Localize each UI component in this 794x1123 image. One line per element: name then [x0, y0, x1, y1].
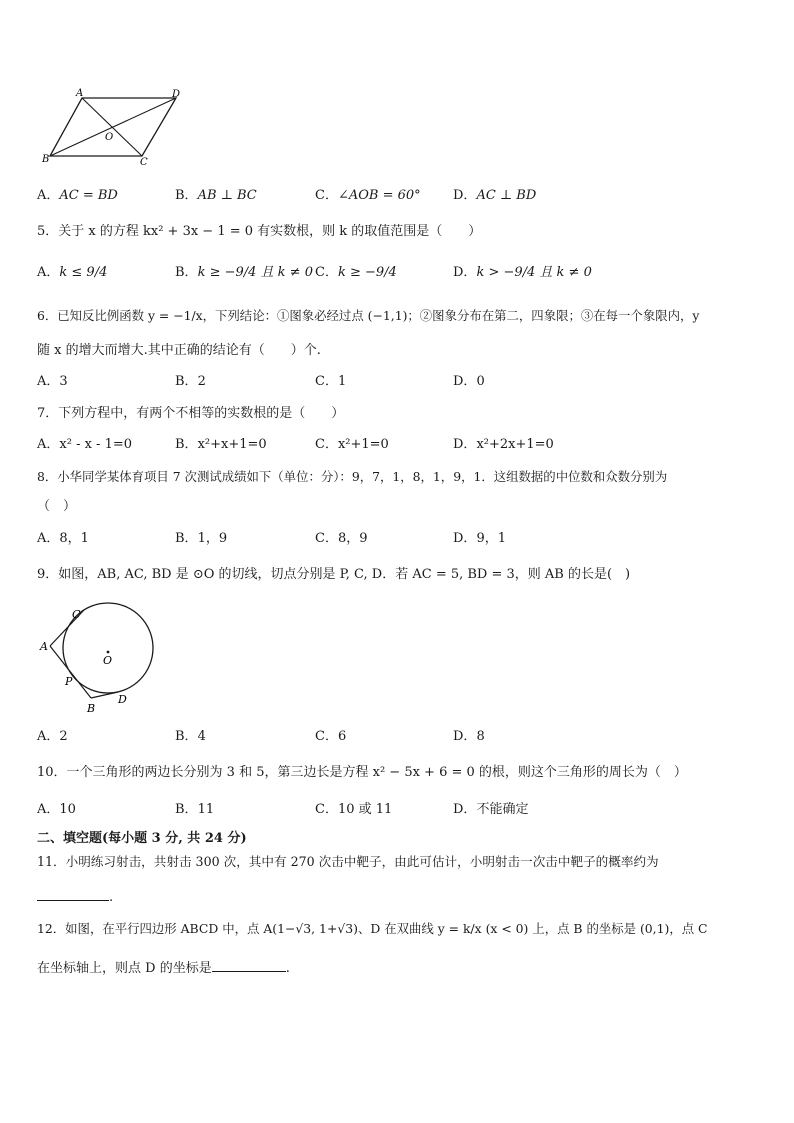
- q9-option-c: C．6: [315, 729, 347, 744]
- q9-option-b: B．4: [175, 729, 206, 744]
- q8-option-b: B．1，9: [175, 531, 228, 546]
- q6-stem-line2: 随 x 的增大而增大.其中正确的结论有（ ）个.: [37, 343, 321, 358]
- label-D: D: [172, 89, 181, 100]
- label-P: P: [65, 675, 73, 688]
- q10-option-b: B．11: [175, 802, 215, 817]
- label-A: A: [40, 640, 48, 653]
- q11-answer-line: .: [37, 886, 113, 907]
- q4-option-d: D．AC ⊥ BD: [453, 188, 537, 203]
- parallelogram-figure: [38, 84, 188, 168]
- q4-option-b: B．AB ⊥ BC: [175, 188, 257, 203]
- q9-option-d: D．8: [453, 729, 485, 744]
- q12-stem-line1: 12．如图，在平行四边形 ABCD 中，点 A(1−√3, 1+√3)、D 在双曲线 y = k/x (x < 0) 上，点 B 的坐标是 (0,1)，点 C: [37, 921, 708, 936]
- label-C: C: [140, 157, 148, 168]
- q12-answer-blank[interactable]: [212, 957, 286, 972]
- label-B: B: [42, 154, 50, 165]
- q9-stem: 9．如图，AB, AC, BD 是 ⊙O 的切线，切点分别是 P, C, D．若 AC = 5, BD = 3，则 AB 的长是( ): [37, 567, 631, 582]
- q8-option-d: D．9，1: [453, 531, 506, 546]
- q5-option-c: C．k ≥ −9/4: [315, 265, 397, 280]
- q11-stem: 11．小明练习射击，共射击 300 次，其中有 270 次击中靶子，由此可估计，小明射击一次击中靶子的概率约为: [37, 854, 659, 869]
- q5-stem: 5．关于 x 的方程 kx² + 3x − 1 = 0 有实数根，则 k 的取值范围是（ ）: [37, 224, 482, 239]
- q10-option-a: A．10: [37, 802, 76, 817]
- label-O: O: [105, 132, 114, 143]
- q8-stem-line1: 8．小华同学某体育项目 7 次测试成绩如下（单位：分）：9，7，1，8，1，9，1．这组数据的中位数和众数分别为: [37, 469, 668, 484]
- label-A: A: [76, 88, 84, 99]
- q8-option-c: C．8，9: [315, 531, 368, 546]
- q6-option-b: B．2: [175, 374, 206, 389]
- q10-stem: 10．一个三角形的两边长分别为 3 和 5，第三边长是方程 x² − 5x + 6 = 0 的根，则这个三角形的周长为（ ）: [37, 765, 687, 780]
- q5-option-a: A．k ≤ 9/4: [37, 265, 108, 280]
- q10-option-d: D．不能确定: [453, 802, 529, 817]
- section-heading-fill-in: 二、填空题(每小题 3 分, 共 24 分): [37, 831, 247, 846]
- q5-option-d: D．k > −9/4 且 k ≠ 0: [453, 265, 592, 280]
- circle-tangent-figure: [36, 602, 166, 718]
- q7-option-a: A．x² - x - 1=0: [37, 437, 133, 452]
- q11-answer-blank[interactable]: [37, 886, 109, 901]
- label-B: B: [87, 702, 96, 715]
- q7-option-d: D．x²+2x+1=0: [453, 437, 554, 452]
- label-D: D: [118, 693, 127, 706]
- q4-option-a: A．AC = BD: [37, 188, 118, 203]
- q6-stem-line1: 6．已知反比例函数 y = −1/x，下列结论：①图象必经过点 (−1,1)；②图象分布在第二，四象限；③在每一个象限内，y: [37, 308, 700, 323]
- q4-option-c: C．∠AOB = 60°: [315, 188, 421, 203]
- q8-option-a: A．8，1: [37, 531, 89, 546]
- q9-option-a: A．2: [37, 729, 68, 744]
- q10-option-c: C．10 或 11: [315, 802, 393, 817]
- q6-option-a: A．3: [37, 374, 68, 389]
- q8-stem-line2: （ ）: [37, 499, 77, 514]
- label-O: O: [103, 654, 113, 667]
- q7-stem: 7．下列方程中，有两个不相等的实数根的是（ ）: [37, 406, 345, 421]
- q12-stem-line2: 在坐标轴上，则点 D 的坐标是 .: [37, 957, 290, 978]
- q7-option-b: B．x²+x+1=0: [175, 437, 267, 452]
- q5-option-b: B．k ≥ −9/4 且 k ≠ 0: [175, 265, 313, 280]
- q7-option-c: C．x²+1=0: [315, 437, 389, 452]
- label-C: C: [72, 608, 81, 621]
- q6-option-d: D．0: [453, 374, 485, 389]
- q6-option-c: C．1: [315, 374, 347, 389]
